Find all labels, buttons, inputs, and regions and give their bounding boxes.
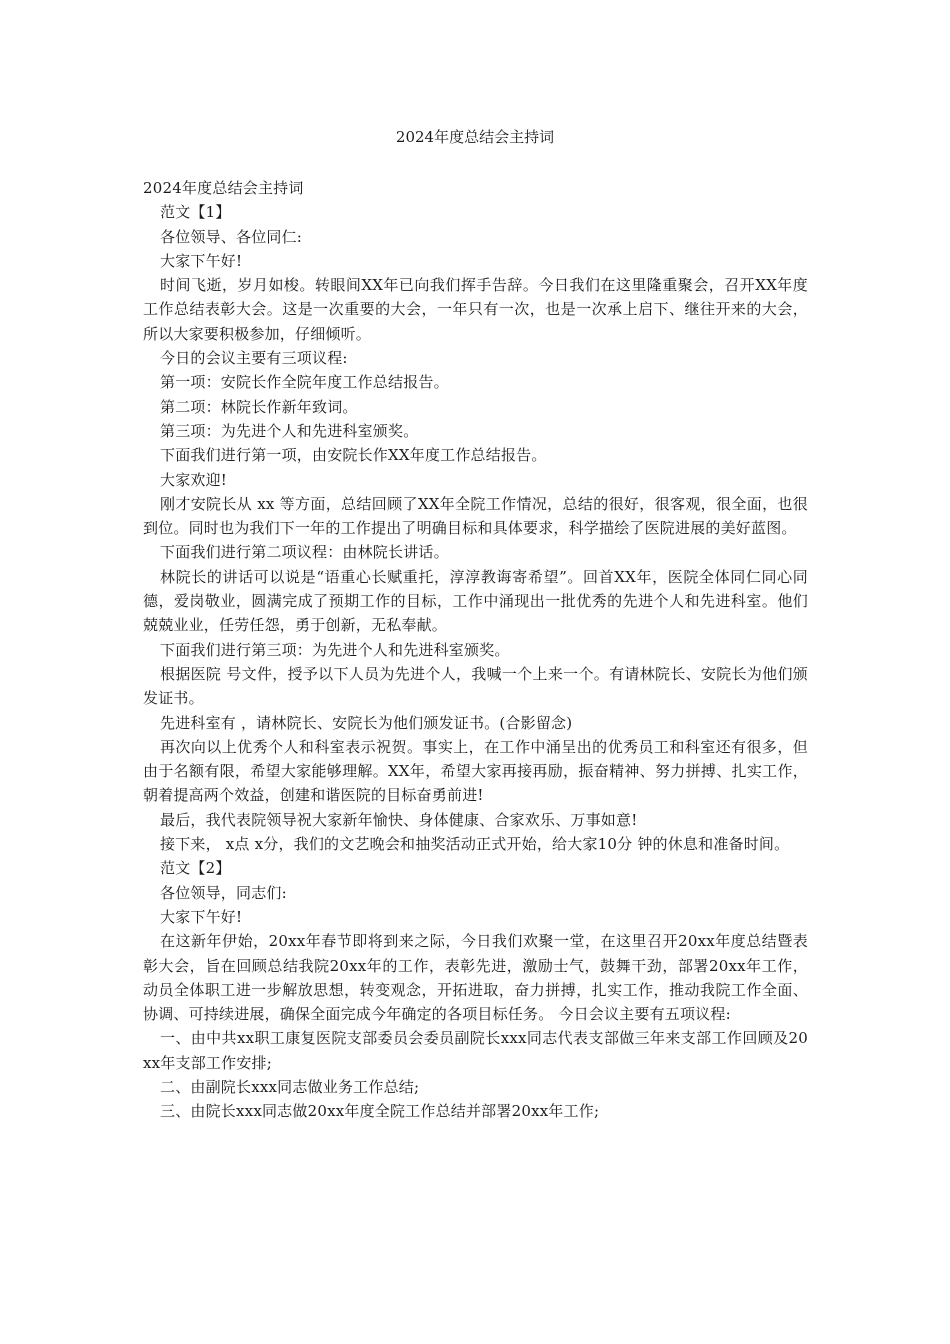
paragraph: 第一项：安院长作全院年度工作总结报告。 [160, 373, 449, 392]
paragraph: 二、由副院长xxx同志做业务工作总结; [160, 1077, 420, 1096]
paragraph: 第二项：林院长作新年致词。 [160, 397, 358, 416]
paragraph: 刚才安院长从 xx 等方面，总结回顾了XX年全院工作情况，总结的很好，很客观，很全面，也很到位。同时也为我们下一年的工作提出了明确目标和具体要求，科学描绘了医院进展的美好蓝图。 [143, 494, 808, 538]
paragraph: 一、由中共xx职工康复医院支部委员会委员副院长xxx同志代表支部做三年来支部工作回顾及20xx年支部工作安排; [143, 1029, 808, 1072]
paragraph: 三、由院长xxx同志做20xx年度全院工作总结并部署20xx年工作; [160, 1102, 600, 1121]
paragraph: 第三项：为先进个人和先进科室颁奖。 [160, 421, 419, 440]
paragraph: 最后，我代表院领导祝大家新年愉快、身体健康、合家欢乐、万事如意! [160, 810, 638, 829]
paragraph: 再次向以上优秀个人和科室表示祝贺。事实上，在工作中涌呈出的优秀员工和科室还有很多，但由于名额有限，希望大家能够理解。XX年，希望大家再接再励，振奋精神、努力拼搏、扎实工作，朝着提高两个效益，创建和谐医院的目标奋勇前进! [143, 737, 808, 805]
paragraph: 在这新年伊始，20xx年春节即将到来之际，今日我们欢聚一堂，在这里召开20xx年度总结暨表彰大会，旨在回顾总结我院20xx年的工作，表彰先进，激励士气，鼓舞干劲，部署20xx年工作，动员全体职工进一步解放思想，转变观念，开拓进取，奋力拼搏，扎实工作，推动我院工作全面、协调、可持续进展，确保全面完成今年确定的各项目标任务。 今日会议主要有五项议程: [143, 932, 808, 1024]
paragraph: 今日的会议主要有三项议程: [160, 349, 348, 368]
paragraph: 范文【1】 [160, 203, 231, 222]
paragraph: 下面我们进行第二项议程：由林院长讲话。 [160, 543, 449, 562]
paragraph: 大家下午好! [160, 251, 243, 270]
document-body [143, 176, 808, 1124]
paragraph: 大家下午好! [160, 907, 243, 926]
paragraph: 林院长的讲话可以说是“语重心长赋重托，淳淳教诲寄希望”。回首XX年，医院全体同仁同心同德，爱岗敬业，圆满完成了预期工作的目标，工作中涌现出一批优秀的先进个人和先进科室。他们兢兢业业，任劳任怨，勇于创新，无私奉献。 [143, 567, 808, 635]
paragraph: 2024年度总结会主持词 [143, 179, 304, 197]
paragraph: 各位领导、各位同仁: [160, 227, 303, 246]
paragraph: 下面我们进行第一项，由安院长作XX年度工作总结报告。 [160, 446, 547, 465]
paragraph: 下面我们进行第三项：为先进个人和先进科室颁奖。 [160, 640, 510, 659]
page-title: 2024年度总结会主持词 [395, 128, 555, 146]
paragraph: 根据医院 号文件，授予以下人员为先进个人，我喊一个上来一个。有请林院长、安院长为他们颁发证书。 [143, 664, 808, 708]
paragraph: 接下来， x点 x分，我们的文艺晚会和抽奖活动正式开始，给大家10分 钟的休息和准备时间。 [160, 835, 790, 854]
paragraph: 时间飞逝，岁月如梭。转眼间XX年已向我们挥手告辞。今日我们在这里隆重聚会，召开XX年度工作总结表彰大会。这是一次重要的大会，一年只有一次，也是一次承上启下、继往开来的大会，所以大家要积极参加，仔细倾听。 [143, 276, 808, 343]
paragraph: 范文【2】 [160, 859, 231, 878]
paragraph: 先进科室有 ，请林院长、安院长为他们颁发证书。(合影留念) [160, 713, 573, 732]
paragraph: 各位领导，同志们: [160, 883, 287, 902]
paragraph: 大家欢迎! [160, 470, 228, 489]
